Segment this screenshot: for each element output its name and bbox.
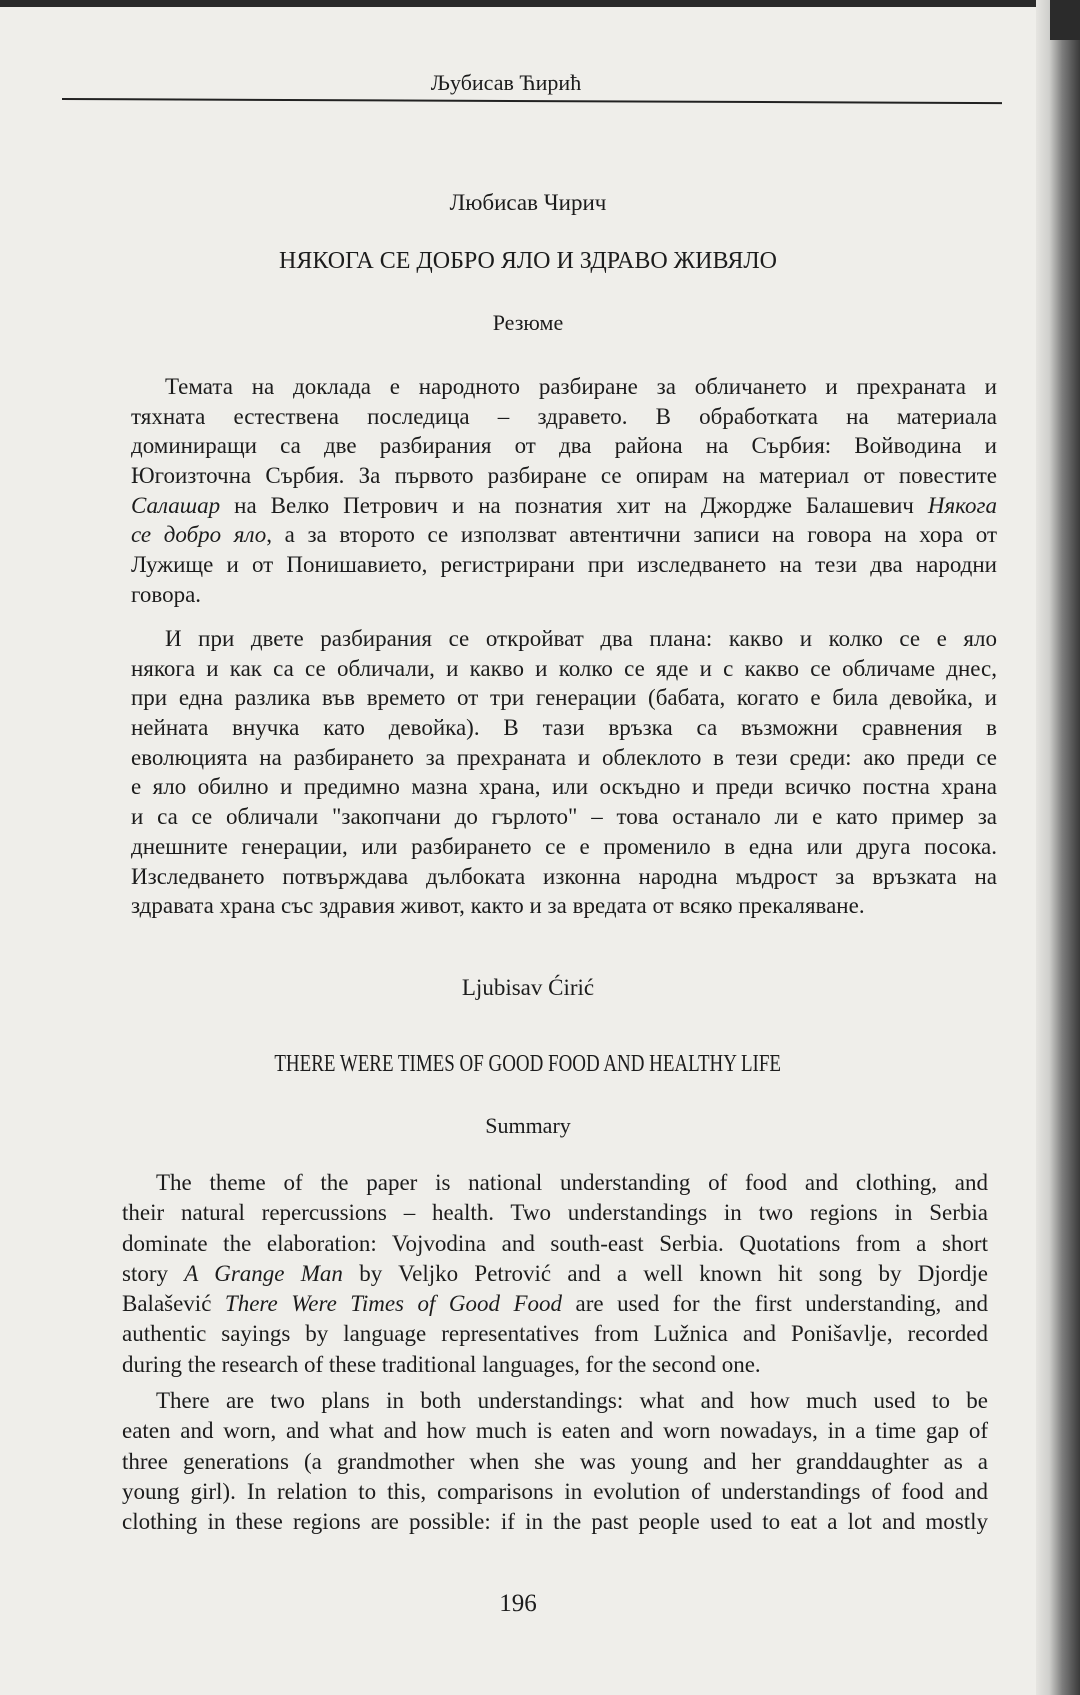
text-line — [131, 832, 997, 862]
running-head: Љубисав Ћирић — [430, 70, 582, 95]
text-run: during the research of these traditional languages, for the second one. — [122, 1351, 761, 1377]
text-run: доминиращи са две разбирания от два района на Сърбия: Войводина и — [131, 433, 997, 459]
header-rule — [62, 98, 1002, 104]
text-line — [122, 1416, 988, 1446]
text-run: е яло обилно и предимно мазна храна, или оскъдно и преди всичко постна храна — [131, 774, 997, 800]
text-line — [122, 1386, 988, 1416]
summary-en-paragraph-2 — [122, 1386, 988, 1537]
text-run: their natural repercussions – health. Two understandings in two regions in Serbia — [122, 1200, 988, 1226]
text-run: three generations (a grandmother when she was young and her granddaughter as a — [122, 1448, 988, 1474]
text-line — [131, 580, 997, 610]
text-run: днешните генерации, или разбирането се е променило в една или друга посока. — [131, 833, 997, 859]
text-run: еволюцията на разбирането за прехраната и облеклото в тези среди: ако преди се — [131, 744, 997, 770]
text-line — [122, 1477, 988, 1507]
text-run: clothing in these regions are possible: if in the past people used to eat a lot and mostly — [122, 1509, 988, 1535]
text-line — [131, 372, 997, 402]
abstract-bg-paragraph-1 — [131, 372, 997, 610]
italic-title: There Were Times of Good Food — [224, 1291, 563, 1317]
title-en-wrapper — [0, 1051, 1056, 1078]
text-line — [131, 402, 997, 432]
text-line — [131, 491, 997, 521]
italic-title: A Grange Man — [184, 1260, 343, 1286]
text-run: здравата храна със здравия живот, както и за вредата от всяко прекаляване. — [131, 893, 865, 919]
italic-title: Салашар — [131, 492, 221, 518]
text-line — [122, 1447, 988, 1477]
text-line — [131, 431, 997, 461]
text-run: някога и как са се обличали, и какво и колко се яде и с какво се обличаме днес, — [131, 655, 997, 681]
text-line — [122, 1319, 988, 1349]
text-run: eaten and worn, and what and how much is eaten and worn nowadays, in a time gap of — [122, 1418, 988, 1444]
text-line — [131, 862, 997, 892]
text-run: на Велко Петрович и на познатия хит на Джордже Балашевич — [220, 492, 928, 518]
scan-top-edge — [0, 0, 1080, 7]
text-run: are used for the first understanding, and — [562, 1291, 989, 1317]
text-run: There are two plans in both understandings: what and how much used to be — [156, 1388, 988, 1413]
text-line — [131, 683, 997, 713]
text-line — [131, 802, 997, 832]
text-line — [131, 654, 997, 684]
text-run: Югоизточна Сърбия. За първото разбиране се опирам на материал от повестите — [131, 463, 997, 489]
italic-title: Някога — [927, 492, 997, 518]
text-line — [122, 1259, 988, 1289]
text-line — [131, 624, 997, 654]
text-run: The theme of the paper is national understanding of food and clothing, and — [156, 1170, 988, 1195]
text-line — [122, 1289, 988, 1319]
title-bg: НЯКОГА СЕ ДОБРО ЯЛО И ЗДРАВО ЖИВЯЛО — [279, 248, 777, 274]
text-run: dominate the elaboration: Vojvodina and south-east Serbia. Quotations from a short — [122, 1230, 988, 1256]
title-en: THERE WERE TIMES OF GOOD FOOD AND HEALTHY LIFE — [274, 1051, 782, 1077]
text-line — [131, 520, 997, 550]
text-line — [122, 1198, 988, 1228]
page-number: 196 — [499, 1590, 537, 1617]
author-en: Ljubisav Ćirić — [461, 975, 595, 1000]
text-line — [131, 743, 997, 773]
text-line — [122, 1350, 988, 1380]
text-run: при една разлика във времето от три генерации (бабата, когато е била девойка, и — [131, 685, 997, 711]
text-run: , а за второто се използват автентични записи на говора на хора от — [266, 522, 997, 548]
text-run: Изследването потвърждава дълбоката изконна народна мъдрост за връзката на — [131, 863, 997, 889]
abstract-bg-paragraph-2 — [131, 624, 997, 921]
text-run: говора. — [131, 581, 202, 607]
text-run: и са се обличали "закопчани до гърлото" – това останало ли е като пример за — [131, 804, 997, 830]
text-line — [131, 461, 997, 491]
author-bg: Любисав Чирич — [449, 190, 607, 215]
text-line — [131, 550, 997, 580]
text-run: authentic sayings by language representatives from Lužnica and Ponišavlje, recorded — [122, 1321, 988, 1347]
italic-title: се добро яло — [131, 522, 267, 548]
text-line — [122, 1229, 988, 1259]
summary-en-paragraph-1 — [122, 1168, 988, 1380]
text-line — [122, 1168, 988, 1198]
text-run: Balašević — [122, 1291, 225, 1317]
abstract-heading-bg: Резюме — [492, 310, 564, 335]
text-run: Лужище и от Понишавието, регистрирани при изследването на тези два народни — [131, 552, 997, 578]
text-run: by Veljko Petrović and a well known hit song by Djordje — [342, 1260, 989, 1286]
text-line — [131, 891, 997, 921]
text-line — [131, 772, 997, 802]
text-run: story — [122, 1260, 185, 1286]
text-line — [122, 1507, 988, 1537]
scan-corner — [1050, 0, 1080, 40]
text-run: тяхната естествена последица – здравето. В обработката на материала — [131, 403, 997, 429]
text-run: young girl). In relation to this, comparisons in evolution of understandings of food and — [122, 1478, 988, 1504]
summary-heading-en: Summary — [485, 1113, 571, 1138]
text-run: Темата на доклада е народното разбиране за обличането и прехраната и — [165, 374, 997, 399]
text-line — [131, 713, 997, 743]
text-run: И при двете разбирания се откройват два плана: какво и колко се е яло — [165, 626, 997, 651]
text-run: нейната внучка като девойка). В тази връзка са възможни сравнения в — [131, 715, 997, 741]
